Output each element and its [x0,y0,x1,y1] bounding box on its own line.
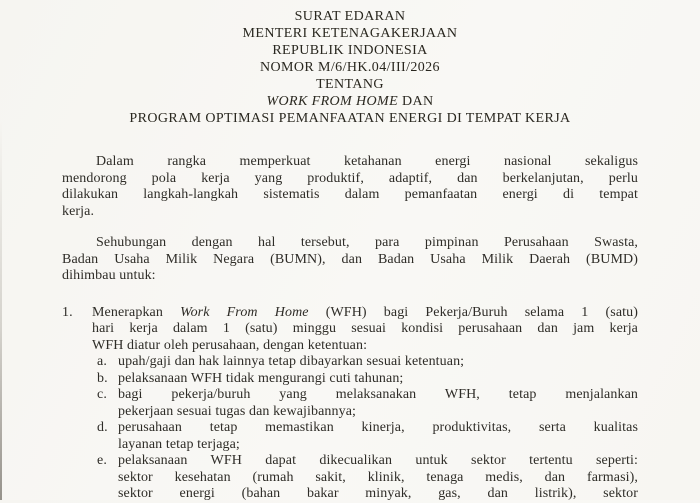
text-line: pekerjaan sesuai tugas dan kewajibannya; [118,403,357,419]
subitem-b [62,371,638,388]
subitem-text: upah/gaji dan hak lainnya tetap dibayarkan sesuai ketentuan; [118,354,465,369]
subitem-a [62,354,638,371]
second-paragraph [62,235,638,285]
text-line: dilakukan langkah-langkah sistematis dalam pemanfaatan energi di tempat [62,187,638,202]
text-line: layanan tetap terjaga; [118,436,240,452]
about-label: TENTANG [316,77,384,92]
document-body [62,154,638,503]
subitem-label: b. [97,370,108,386]
text-line [97,387,638,404]
text-line: Sehubungan dengan hal tersebut, para pimpinan Perusahaan Swasta, [96,235,638,250]
list-item-number: 1. [62,304,73,320]
item-italic-part: Work From Home [180,304,309,320]
subitem-e [62,453,638,503]
scan-edge-artifact [0,120,2,500]
text-line [97,453,638,470]
text-line: sektor kesehatan (rumah sakit, klinik, tenaga medis, dan farmasi), [118,469,638,485]
subitem-d [62,420,638,453]
subitem-text: pelaksanaan WFH tidak mengurangi cuti tahunan; [118,370,404,386]
subitem-text: pelaksanaan WFH dapat dikecualikan untuk sektor tertentu seperti: [118,453,638,468]
document-type-line: SURAT EDARAN [294,9,406,24]
opening-paragraph [62,154,638,220]
text-line [62,304,638,322]
country-line: REPUBLIK INDONESIA [272,43,428,58]
subitem-label: c. [97,387,107,402]
document-letterhead [0,0,700,127]
text-line [97,420,638,437]
text-line: hari kerja dalam 1 (satu) minggu sesuai kondisi perusahaan dan jam kerja [92,321,638,336]
item-text-part: (WFH) bagi Pekerja/Buruh selama 1 (satu) [308,304,638,320]
subitem-text: bagi pekerja/buruh yang melaksanakan WFH, tetap menjalankan [118,387,638,402]
document-number-line: NOMOR M/6/HK.04/III/2026 [260,60,440,75]
title-italic-part: WORK FROM HOME [266,94,399,109]
subitem-text: perusahaan tetap memastikan kinerja, produktivitas, serta kualitas [118,420,638,435]
text-line: kerja. [62,203,95,219]
document-subject-line: PROGRAM OPTIMASI PEMANFAATAN ENERGI DI TEMPAT KERJA [129,111,571,126]
text-line [97,354,638,371]
text-line: WFH diatur oleh perusahaan, dengan ketentuan: [92,337,368,353]
text-line: Dalam rangka memperkuat ketahanan energi nasional sekaligus [96,154,638,169]
text-line: dihimbau untuk: [62,268,156,283]
text-line: Badan Usaha Milik Negara (BUMN), dan Badan Usaha Milik Daerah (BUMD) [62,251,638,267]
item-text-part: Menerapkan [92,304,181,320]
document-title-line [0,93,700,110]
subitem-label: e. [97,453,107,468]
subitem-label: a. [97,354,107,369]
issuer-line: MENTERI KETENAGAKERJAAN [242,26,458,41]
text-line: sektor energi (bahan bakar minyak, gas, dan listrik), sektor [118,486,638,501]
text-line [97,370,638,388]
subitem-c [62,387,638,420]
subitem-label: d. [97,420,108,435]
title-regular-part: DAN [398,94,434,109]
numbered-list-item-1 [62,305,638,503]
text-line: mendorong pola kerja yang produktif, adaptif, dan berkelanjutan, perlu [62,170,638,186]
